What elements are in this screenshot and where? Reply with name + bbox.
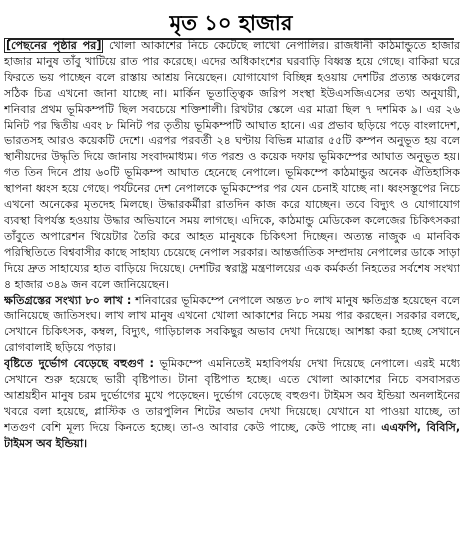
article-body — [4, 38, 460, 553]
section-affected — [4, 293, 460, 357]
source-credit: এএফপি, বিবিসি, টাইমস অব ইন্ডিয়া। — [4, 420, 460, 450]
section-affected-title: ক্ষতিগ্রস্তের সংখ্যা ৮০ লাখ : — [4, 293, 132, 307]
headline: মৃত ১০ হাজার — [169, 11, 293, 35]
section-affected-text: শনিবারের ভূমিকম্পে নেপালে অন্তত ৮০ লাখ মানুষ ক্ষতিগ্রস্ত হয়েছেন বলে জানিয়েছে জাতিসংঘ। লাখ লাখ মানুষ এখনো খোলা আকাশের নিচে সময় পার করছেন। সরকার বলছে, সেখানে চিকিৎসক, কম্বল, বিদ্যুৎ, গাড়িচালক সবকিছুর অভাব দেখা দিয়েছে। আশঙ্কা করা হচ্ছে সেখানে রোগবালাই ছড়িয়ে পড়ার। — [4, 293, 460, 355]
section-rain — [4, 356, 460, 451]
intro-paragraph — [4, 38, 460, 293]
section-rain-title: বৃষ্টিতে দুর্ভোগ বেড়েছে বহুগুণ : — [4, 357, 154, 371]
lead-tag: [পেছনের পৃষ্ঠার পর] — [6, 39, 102, 52]
section-rain-text: ভূমিকম্পে এমনিতেই মহাবিপর্যয় দেখা দিয়েছে নেপালে। এরই মধ্যে সেখানে শুরু হয়েছে ভারী বৃষ্টিপাত। টানা বৃষ্টিপাত হচ্ছে। এতে খোলা আকাশের নিচে বসবাসরত আশ্রয়হীন মানুষ চরম দুর্ভোগের মুখে পড়েছেন। দুর্ভোগ বেড়েছে বহুগুণ। টাইমস অব ইন্ডিয়া অনলাইনের খবরে বলা হয়েছে, প্লাস্টিক ও তারপুলিন শিটের অভাব দেখা দিয়েছে। যেখানে যা পাওয়া যাচ্ছে, তা শতগুণ বেশি মূল্য দিয়ে কিনতে হচ্ছে। তা-ও আবার কেউ পাচ্ছে, কেউ পাচ্ছে না। — [4, 357, 460, 434]
intro-text: খোলা আকাশের নিচে কেটেছে লাখো নেপালির। রাজধানী কাঠমান্ডুতে হাজার হাজার মানুষ তাঁবু খাটিয়ে রাত পার করেছে। এদের অধিকাংশের ঘরবাড়ি বিধ্বস্ত হয়ে গেছে। বাকিরা ঘরে ফিরতে ভয় পাচ্ছেন বলে রাস্তায় আশ্রয় নিয়েছেন। যোগাযোগ বিচ্ছিন্ন হওয়ায় দেশটির প্রত্যন্ত অঞ্চলের সঠিক চিত্র এখনো জানা যাচ্ছে না। মার্কিন ভূতাত্ত্বিক জরিপ সংস্থা ইউএসজিএসের তথ্য অনুযায়ী, শনিবার প্রথম ভূমিকম্পটি ছিল সবচেয়ে শক্তিশালী। রিখটার স্কেলে এর মাত্রা ছিল ৭ দশমিক ৯। এর ২৬ মিনিট পর দ্বিতীয় এবং ৮ মিনিট পর তৃতীয় ভূমিকম্পটি আঘাত হানে। এর প্রভাব ছড়িয়ে পড়ে বাংলাদেশ, ভারতসহ আরও কয়েকটি দেশে। এরপর পরবর্তী ২৪ ঘণ্টায় বিভিন্ন মাত্রার ৫৫টি কম্পন অনুভূত হয় বলে স্থানীয়দের উদ্ধৃতি দিয়ে জানায় সংবাদমাধ্যম। গত পরশু ও কয়েক দফায় ভূমিকম্পের আঘাত অনুভূত হয়। গত তিন দিনে প্রায় ৬০টি ভূমিকম্প আঘাত হেনেছে নেপালে। ভূমিকম্পে কাঠমান্ডুর অনেক ঐতিহাসিক স্থাপনা ধ্বংস হয়ে গেছে। পর্যটনের দেশ নেপালকে ভূমিকম্পের পর যেন চেনাই যাচ্ছে না। ধ্বংসস্তূপের নিচে এখনো অনেকের মৃতদেহ মিলছে। উদ্ধারকর্মীরা রাতদিন কাজ করে যাচ্ছেন। তবে বিদ্যুৎ ও যোগাযোগ ব্যবস্থা বিপর্যস্ত হওয়ায় উদ্ধার অভিযানে সময় লাগছে। এদিকে, কাঠমান্ডু মেডিকেল কলেজের চিকিৎসকরা তাঁবুতে অপারেশন থিয়েটার তৈরি করে আহত মানুষকে চিকিৎসা দিচ্ছেন। অত্যন্ত নাজুক এ মানবিক পরিস্থিতিতে বিশ্ববাসীর কাছে সাহায্য চেয়েছে নেপাল সরকার। আন্তর্জাতিক সম্প্রদায় নেপালের ডাকে সাড়া দিয়ে দ্রুত সাহায্যের হাত বাড়িয়ে দিয়েছে। দেশটির স্বরাষ্ট্র মন্ত্রণালয়ের এক কর্মকর্তা নিহতের সর্বশেষ সংখ্যা ৪ হাজার ৩৪৯ জন বলে জানিয়েছেন। — [4, 39, 460, 291]
